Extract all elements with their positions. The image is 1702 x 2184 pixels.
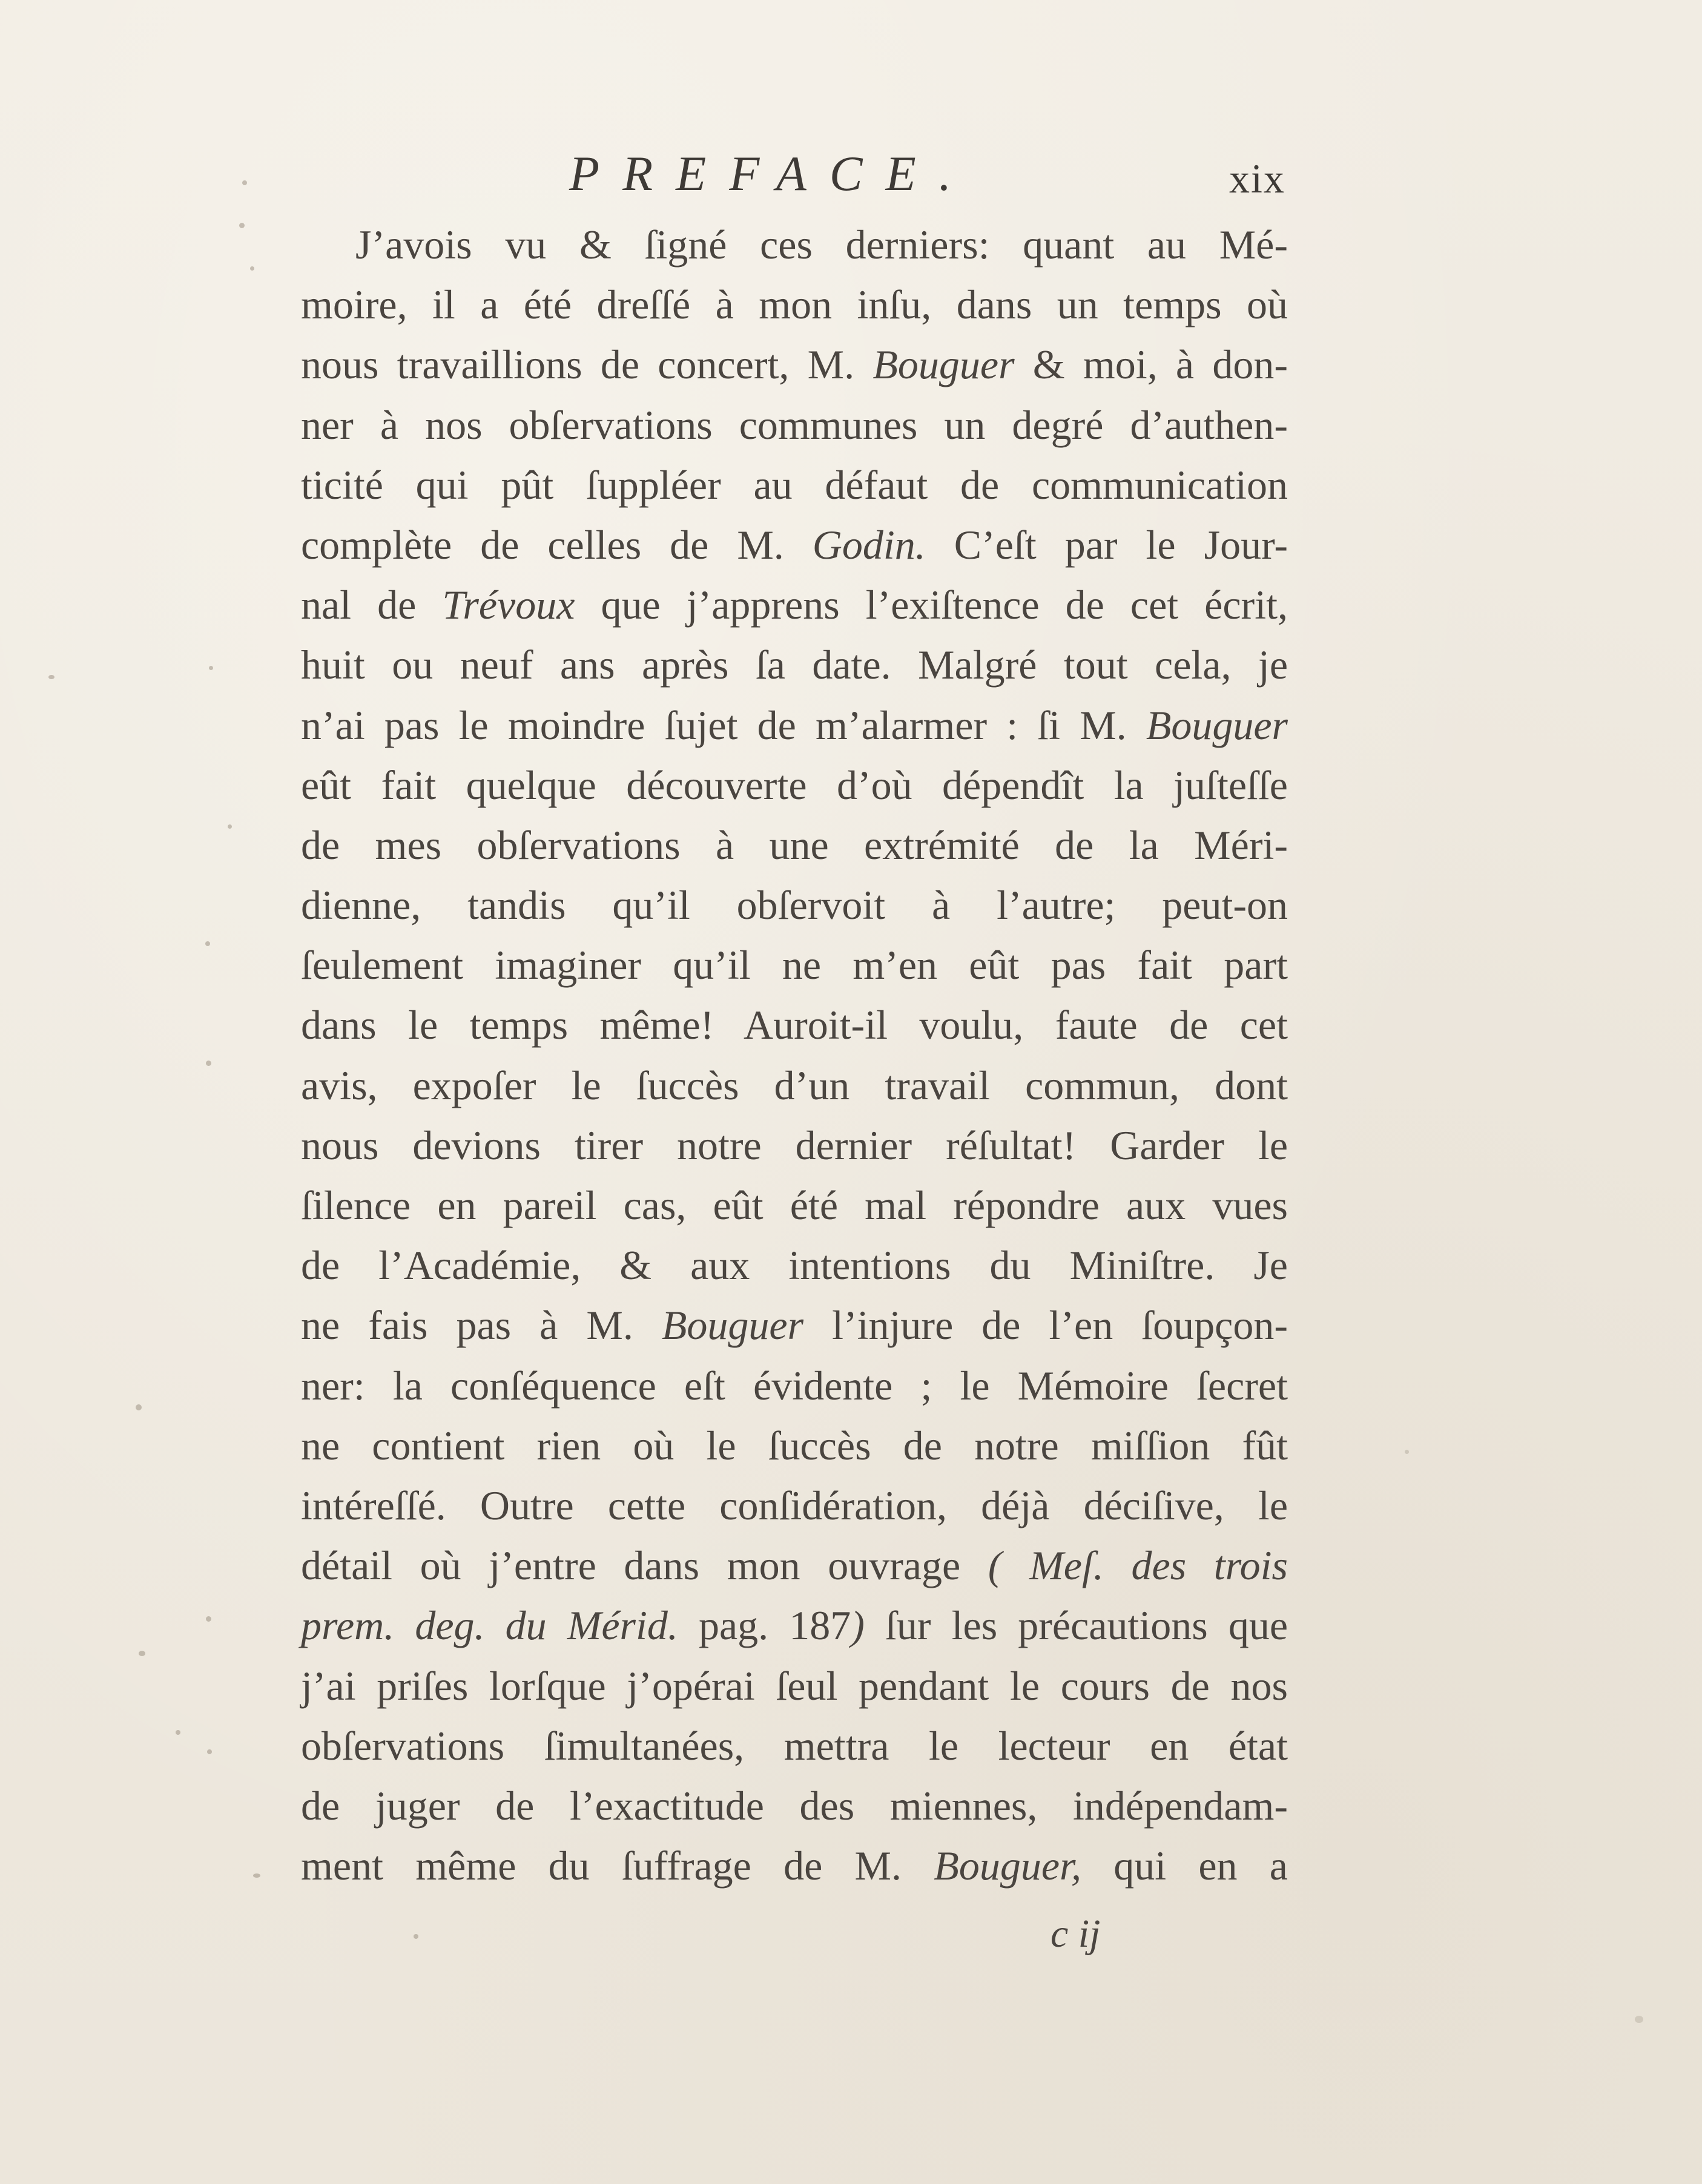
text-segment: pag. 187 [678,1602,851,1649]
text-segment: huit ou neuf ans après ſa date. Malgré tout cela, je [301,642,1288,688]
text-line [301,995,1288,1055]
text-line [301,395,1288,455]
text-line [301,1416,1288,1476]
italic-segment: ( Meſ. des trois [988,1542,1288,1589]
text-line [301,575,1288,635]
italic-segment: Bouguer [1146,702,1288,748]
paper-speck [176,1730,180,1735]
italic-segment: ) [851,1602,865,1649]
text-line [301,515,1288,575]
text-line [301,1776,1288,1836]
text-segment: ne fais pas à M. [301,1302,662,1349]
text-segment: ment même du ſuffrage de M. [301,1843,934,1889]
text-line [301,935,1288,995]
text-line [301,1116,1288,1176]
text-segment: l’injure de l’en ſoupçon- [803,1302,1288,1349]
text-segment: ne contient rien où le ſuccès de notre miſſion fût [301,1422,1288,1469]
text-segment: avis, expoſer le ſuccès d’un travail commun, dont [301,1062,1288,1108]
text-line [301,275,1288,335]
paper-speck [250,266,254,271]
paper-speck [139,1651,145,1656]
paper-speck [1635,2016,1643,2023]
text-line [301,1536,1288,1596]
text-line [301,1656,1288,1716]
text-line [301,1596,1288,1656]
italic-segment: Trévoux [442,582,575,628]
text-line [301,1716,1288,1776]
text-line [301,1356,1288,1416]
italic-segment: Godin. [812,521,926,568]
page-header [0,140,1702,213]
text-segment: de mes obſervations à une extrémité de la Méri- [301,821,1288,868]
paper-speck [207,1749,212,1754]
italic-segment: Bouguer, [934,1843,1081,1889]
paper-speck [48,675,54,679]
running-title: PREFACE. [569,146,975,201]
text-segment: de juger de l’exactitude des miennes, indépendam- [301,1782,1288,1829]
text-line [301,1476,1288,1536]
text-segment: complète de celles de M. [301,521,813,568]
paper-speck [209,666,213,670]
text-line [301,335,1288,395]
text-segment: qui en a [1081,1843,1288,1889]
text-segment: J’avois vu & ſigné ces derniers: quant au Mé- [355,222,1288,268]
text-line [301,755,1288,815]
italic-segment: prem. deg. du Mérid. [301,1602,678,1649]
text-line [301,1235,1288,1295]
text-segment: ſur les précautions que [864,1602,1288,1649]
text-segment: n’ai pas le moindre ſujet de m’alarmer : ſi M. [301,702,1146,748]
paper-speck [136,1404,142,1410]
page-number: xix [1229,156,1285,202]
paper-speck [205,941,210,946]
text-segment: ticité qui pût ſuppléer au défaut de communication [301,461,1288,508]
text-line [301,635,1288,695]
paper-speck [228,824,232,829]
text-segment: que j’apprens l’exiſtence de cet écrit, [575,582,1288,628]
text-segment: obſervations ſimultanées, mettra le lecteur en état [301,1722,1288,1769]
text-segment: ner à nos obſervations communes un degré d’authen- [301,401,1288,448]
italic-segment: Bouguer [661,1302,804,1349]
body-text [301,215,1288,1896]
text-line [301,215,1288,275]
text-segment: de l’Académie, & aux intentions du Miniſtre. Je [301,1242,1288,1289]
text-line [301,875,1288,935]
text-line [301,455,1288,515]
text-segment: moire, il a été dreſſé à mon inſu, dans un temps où [301,281,1288,328]
text-line [301,1056,1288,1116]
text-segment: eût fait quelque découverte d’où dépendît la juſteſſe [301,761,1288,808]
text-segment: ſilence en pareil cas, eût été mal répondre aux vues [301,1182,1288,1228]
text-segment: ſeulement imaginer qu’il ne m’en eût pas fait part [301,942,1288,988]
text-segment: ner: la conſéquence eſt évidente ; le Mémoire ſecret [301,1362,1288,1409]
text-segment: j’ai priſes lorſque j’opérai ſeul pendant le cours de nos [301,1662,1288,1709]
text-segment: détail où j’entre dans mon ouvrage [301,1542,988,1589]
text-line [301,1295,1288,1355]
paper-speck [253,1873,260,1878]
text-segment: intéreſſé. Outre cette conſidération, déjà déciſive, le [301,1482,1288,1528]
text-line [301,1176,1288,1235]
text-line [301,696,1288,755]
paper-speck [414,1934,418,1939]
text-segment: dienne, tandis qu’il obſervoit à l’autre; peut-on [301,882,1288,929]
paper-speck [1405,1450,1409,1454]
text-line [301,815,1288,875]
text-segment: nous devions tirer notre dernier réſultat! Garder le [301,1122,1288,1168]
text-segment: nal de [301,582,443,628]
italic-segment: Bouguer [872,341,1015,388]
text-segment: dans le temps même! Auroit-il voulu, faute de cet [301,1002,1288,1048]
paper-speck [206,1616,211,1622]
text-segment: C’eſt par le Jour- [925,521,1288,568]
text-segment: nous travaillions de concert, M. [301,341,873,388]
signature-mark: c ij [1051,1912,1101,1956]
paper-speck [206,1061,211,1066]
text-line [301,1836,1288,1896]
text-segment: & moi, à don- [1014,341,1288,388]
paper-speck [239,223,245,228]
